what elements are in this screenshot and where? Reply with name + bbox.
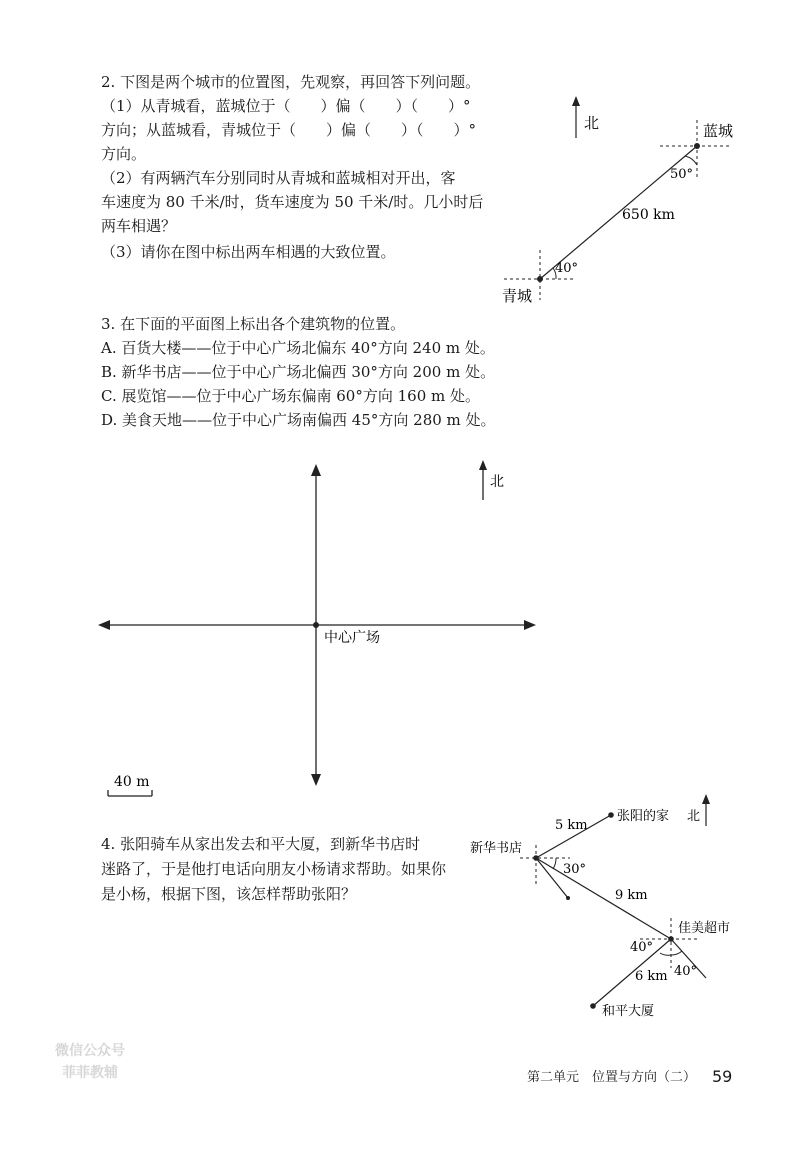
q3-item-c: C. 展览馆——位于中心广场东偏南 60°方向 160 m 处。: [101, 387, 480, 405]
q3-item-b: B. 新华书店——位于中心广场北偏西 30°方向 200 m 处。: [101, 363, 496, 381]
q4-distance-2: 9 km: [615, 888, 648, 903]
q2-city-a-label: 蓝城: [703, 122, 734, 140]
q4-angle-1: 30°: [563, 862, 587, 877]
q4-angle-2: 40°: [630, 940, 654, 955]
q2-part1-line2: 方向；从蓝城看，青城位于（ ）偏（ ）（ ）°: [101, 121, 477, 139]
q3-title: 3. 在下面的平面图上标出各个建筑物的位置。: [101, 315, 406, 333]
q2-part3: （3）请你在图中标出两车相遇的大致位置。: [101, 243, 396, 261]
q4-line2: 迷路了，于是他打电话向朋友小杨请求帮助。如果你: [101, 860, 447, 878]
q4-market-label: 佳美超市: [678, 921, 731, 936]
q4-route-market: [536, 858, 671, 939]
q3-item-a: A. 百货大楼——位于中心广场北偏东 40°方向 240 m 处。: [101, 339, 495, 357]
q2-city-b-label: 青城: [502, 287, 533, 305]
page-number: 59: [712, 1067, 733, 1086]
q2-north-label: 北: [584, 114, 600, 132]
q4-home-label: 张阳的家: [617, 809, 670, 824]
q2-part2-line2: 车速度为 80 千米/时，货车速度为 50 千米/时。几小时后: [101, 193, 484, 211]
q4-line3: 是小杨，根据下图，该怎样帮助张阳？: [101, 885, 357, 903]
q4-north-label: 北: [687, 809, 701, 824]
q3-center-label: 中心广场: [324, 630, 380, 646]
q3-north-label: 北: [490, 474, 504, 490]
q2-part2-line1: （2）有两辆汽车分别同时从青城和蓝城相对开出，客: [101, 169, 456, 187]
q4-line1: 4. 张阳骑车从家出发去和平大厦，到新华书店时: [101, 835, 421, 853]
watermark-line2: 菲菲教辅: [62, 1065, 118, 1081]
q2-distance-label: 650 km: [622, 207, 675, 223]
q4-bookstore-label: 新华书店: [470, 841, 523, 856]
q3-item-d: D. 美食天地——位于中心广场南偏西 45°方向 280 m 处。: [101, 411, 496, 429]
q2-angle-a: 50°: [670, 167, 694, 182]
q2-part1-line3: 方向。: [101, 145, 147, 163]
q2-part1-line1: （1）从青城看，蓝城位于（ ）偏（ ）（ ）°: [101, 97, 471, 115]
q4-tower-label: 和平大厦: [602, 1004, 655, 1019]
q2-title: 2. 下图是两个城市的位置图，先观察，再回答下列问题。: [101, 73, 481, 91]
watermark-line1: 微信公众号: [55, 1043, 125, 1059]
q4-angle-3: 40°: [674, 964, 698, 979]
q2-angle-b: 40°: [555, 261, 579, 276]
q4-distance-3: 6 km: [635, 969, 668, 984]
q3-scale-label: 40 m: [114, 774, 150, 790]
watermark: [30, 1040, 150, 1120]
footer-unit: 第二单元 位置与方向（二）: [527, 1070, 697, 1085]
q4-distance-1: 5 km: [555, 818, 588, 833]
q2-part2-line3: 两车相遇？: [101, 217, 177, 235]
